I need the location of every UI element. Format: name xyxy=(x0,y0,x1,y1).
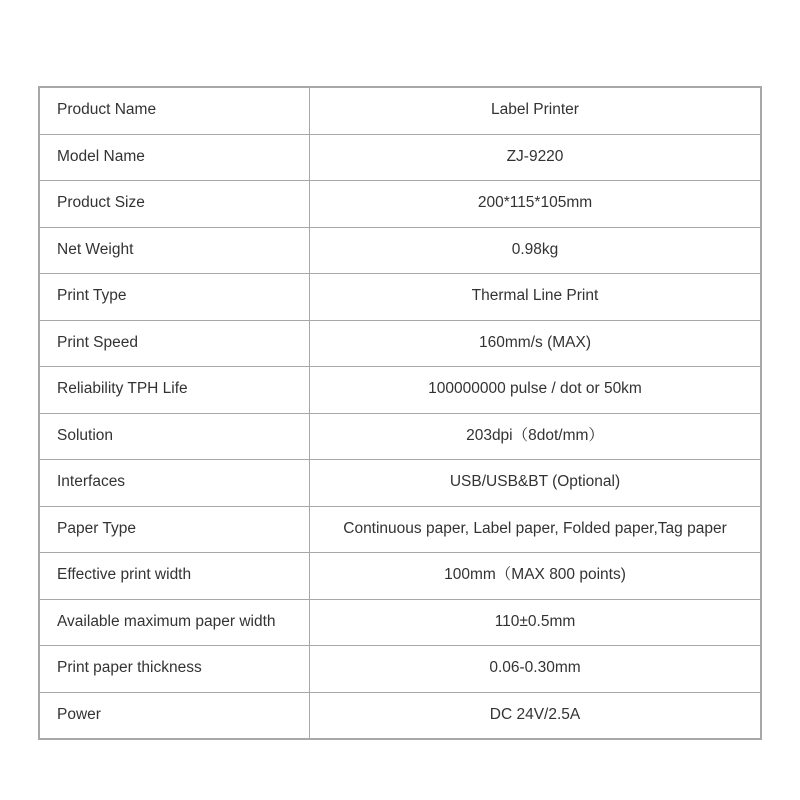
spec-key: Paper Type xyxy=(39,506,310,553)
table-row xyxy=(39,274,761,321)
spec-value: ZJ-9220 xyxy=(310,134,762,181)
spec-key: Interfaces xyxy=(39,460,310,507)
table-row xyxy=(39,227,761,274)
spec-value: 110±0.5mm xyxy=(310,599,762,646)
spec-value: 0.98kg xyxy=(310,227,762,274)
table-row xyxy=(39,460,761,507)
spec-key: Available maximum paper width xyxy=(39,599,310,646)
spec-key: Net Weight xyxy=(39,227,310,274)
spec-value: 100000000 pulse / dot or 50km xyxy=(310,367,762,414)
spec-value: Label Printer xyxy=(310,87,762,134)
spec-value: 200*115*105mm xyxy=(310,181,762,228)
spec-value: USB/USB&BT (Optional) xyxy=(310,460,762,507)
spec-key: Print Speed xyxy=(39,320,310,367)
table-row xyxy=(39,320,761,367)
table-row xyxy=(39,506,761,553)
spec-value: Thermal Line Print xyxy=(310,274,762,321)
spec-table xyxy=(38,86,762,740)
spec-key: Power xyxy=(39,692,310,739)
spec-key: Product Size xyxy=(39,181,310,228)
spec-key: Model Name xyxy=(39,134,310,181)
spec-key: Reliability TPH Life xyxy=(39,367,310,414)
spec-key: Solution xyxy=(39,413,310,460)
spec-value: 0.06-0.30mm xyxy=(310,646,762,693)
spec-value: 100mm（MAX 800 points) xyxy=(310,553,762,600)
spec-key: Effective print width xyxy=(39,553,310,600)
table-row xyxy=(39,646,761,693)
table-row xyxy=(39,367,761,414)
spec-value: 203dpi（8dot/mm） xyxy=(310,413,762,460)
table-row xyxy=(39,692,761,739)
table-row xyxy=(39,87,761,134)
spec-value: Continuous paper, Label paper, Folded paper,Tag paper xyxy=(310,506,762,553)
table-row xyxy=(39,553,761,600)
spec-key: Print paper thickness xyxy=(39,646,310,693)
table-row xyxy=(39,599,761,646)
spec-key: Print Type xyxy=(39,274,310,321)
table-row xyxy=(39,134,761,181)
spec-key: Product Name xyxy=(39,87,310,134)
table-row xyxy=(39,181,761,228)
spec-table-body xyxy=(39,87,761,739)
table-row xyxy=(39,413,761,460)
spec-value: DC 24V/2.5A xyxy=(310,692,762,739)
spec-value: 160mm/s (MAX) xyxy=(310,320,762,367)
